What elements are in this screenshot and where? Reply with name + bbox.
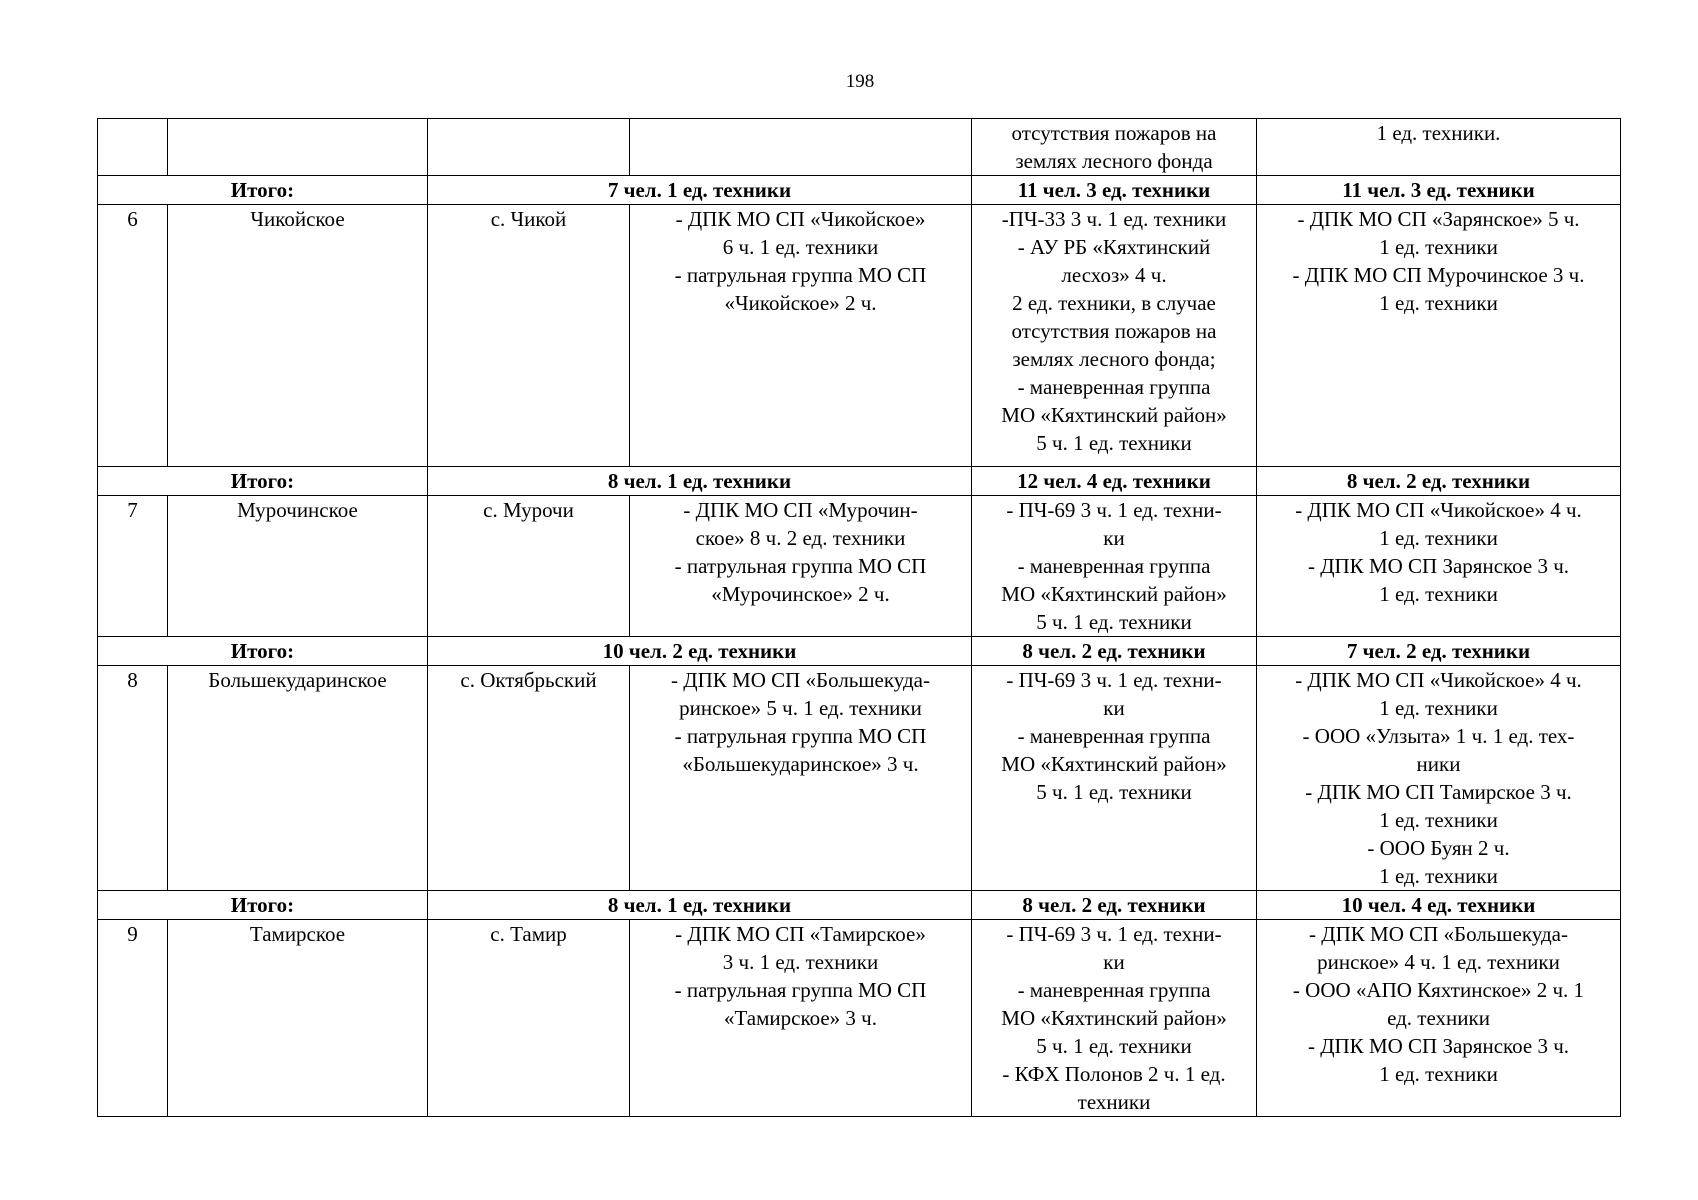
text-line: - ДПК МО СП Зарянское 3 ч.: [1307, 1034, 1570, 1058]
text-line: ед. техники: [1387, 1006, 1490, 1030]
text-line: - ДПК МО СП «Чикойское»: [675, 207, 926, 231]
text-line: 2 ед. техники, в случае: [1012, 291, 1216, 315]
text-line: - ООО «АПО Кяхтинское» 2 ч. 1: [1292, 978, 1585, 1002]
forces-table: [97, 118, 1621, 1117]
total-label: Итого:: [98, 891, 428, 920]
text-line: 1 ед. техники: [1379, 696, 1498, 720]
row-number-cell: 9: [98, 920, 168, 1117]
village-cell: [428, 119, 630, 176]
text-line: 1 ед. техники: [1379, 582, 1498, 606]
text-line: ники: [1416, 752, 1461, 776]
total-neighbor-forces: 8 чел. 2 ед. техники: [972, 637, 1257, 666]
text-line: - ДПК МО СП Зарянское 3 ч.: [1307, 554, 1570, 578]
table-row: [98, 920, 1621, 1117]
text-line: 1 ед. техники: [1379, 235, 1498, 259]
total-neighbor-forces: 12 чел. 4 ед. техники: [972, 467, 1257, 496]
neighbor-forces-cell: [972, 119, 1257, 176]
text-line: 5 ч. 1 ед. техники: [1036, 1034, 1192, 1058]
total-row: [98, 891, 1621, 920]
text-line: 3 ч. 1 ед. техники: [722, 950, 879, 974]
reserve-forces-cell: [1257, 205, 1621, 467]
reserve-forces-cell: [1257, 119, 1621, 176]
total-own-forces: 8 чел. 1 ед. техники: [428, 467, 972, 496]
table-row: [98, 205, 1621, 467]
own-forces-cell: [630, 666, 972, 891]
row-number-cell: 8: [98, 666, 168, 891]
text-line: ки: [1103, 526, 1125, 550]
text-line: 1 ед. техники: [1379, 291, 1498, 315]
total-reserve-forces: 7 чел. 2 ед. техники: [1257, 637, 1621, 666]
text-line: ринское» 4 ч. 1 ед. техники: [1317, 950, 1560, 974]
text-line: - ДПК МО СП «Большекуда-: [671, 668, 930, 692]
neighbor-forces-cell: [972, 205, 1257, 467]
text-line: МО «Кяхтинский район»: [1001, 752, 1227, 776]
text-line: - ДПК МО СП Мурочинское 3 ч.: [1292, 263, 1585, 287]
own-forces-cell: [630, 119, 972, 176]
text-line: 6 ч. 1 ед. техники: [722, 235, 879, 259]
reserve-forces-cell: [1257, 666, 1621, 891]
reserve-forces-cell: [1257, 496, 1621, 637]
total-label: Итого:: [98, 467, 428, 496]
text-line: - патрульная группа МО СП: [674, 724, 927, 748]
village-cell: с. Мурочи: [428, 496, 630, 637]
text-line: - ДПК МО СП «Большекуда-: [1309, 922, 1568, 946]
text-line: 5 ч. 1 ед. техники: [1036, 431, 1192, 455]
text-line: отсутствия пожаров на: [1011, 121, 1217, 145]
total-own-forces: 10 чел. 2 ед. техники: [428, 637, 972, 666]
settlement-cell: [168, 119, 428, 176]
text-line: - маневренная группа: [1017, 554, 1211, 578]
own-forces-cell: [630, 496, 972, 637]
total-label: Итого:: [98, 637, 428, 666]
village-cell: с. Тамир: [428, 920, 630, 1117]
text-line: - ООО Буян 2 ч.: [1367, 836, 1510, 860]
table-row: [98, 496, 1621, 637]
text-line: - ПЧ-69 3 ч. 1 ед. техни-: [1006, 498, 1222, 522]
text-line: отсутствия пожаров на: [1011, 319, 1217, 343]
text-line: 5 ч. 1 ед. техники: [1036, 780, 1192, 804]
text-line: МО «Кяхтинский район»: [1001, 403, 1227, 427]
text-line: 1 ед. техники: [1379, 864, 1498, 888]
text-line: - ДПК МО СП «Чикойское» 4 ч.: [1295, 668, 1582, 692]
text-line: МО «Кяхтинский район»: [1001, 1006, 1227, 1030]
total-reserve-forces: 8 чел. 2 ед. техники: [1257, 467, 1621, 496]
total-label: Итого:: [98, 176, 428, 205]
text-line: МО «Кяхтинский район»: [1001, 582, 1227, 606]
text-line: ское» 8 ч. 2 ед. техники: [695, 526, 906, 550]
text-line: - ДПК МО СП «Чикойское» 4 ч.: [1295, 498, 1582, 522]
text-line: - ДПК МО СП «Мурочин-: [683, 498, 918, 522]
settlement-cell: Чикойское: [168, 205, 428, 467]
continuation-row: [98, 119, 1621, 176]
village-cell: с. Октябрьский: [428, 666, 630, 891]
text-line: - ООО «Улзыта» 1 ч. 1 ед. тех-: [1302, 724, 1575, 748]
table-row: [98, 666, 1621, 891]
total-row: [98, 637, 1621, 666]
total-neighbor-forces: 8 чел. 2 ед. техники: [972, 891, 1257, 920]
text-line: -ПЧ-33 3 ч. 1 ед. техники: [1001, 207, 1227, 231]
settlement-cell: Большекударинское: [168, 666, 428, 891]
text-line: землях лесного фонда: [1015, 149, 1213, 173]
text-line: - ПЧ-69 3 ч. 1 ед. техни-: [1006, 922, 1222, 946]
text-line: лесхоз» 4 ч.: [1061, 263, 1167, 287]
total-row: [98, 176, 1621, 205]
text-line: 5 ч. 1 ед. техники: [1036, 610, 1192, 634]
text-line: «Чикойское» 2 ч.: [724, 291, 877, 315]
total-neighbor-forces: 11 чел. 3 ед. техники: [972, 176, 1257, 205]
text-line: - маневренная группа: [1017, 978, 1211, 1002]
text-line: - патрульная группа МО СП: [674, 554, 927, 578]
text-line: 1 ед. техники.: [1376, 121, 1501, 145]
page-number: 198: [845, 71, 875, 92]
text-line: 1 ед. техники: [1379, 808, 1498, 832]
text-line: 1 ед. техники: [1379, 526, 1498, 550]
village-cell: с. Чикой: [428, 205, 630, 467]
total-row: [98, 467, 1621, 496]
total-own-forces: 7 чел. 1 ед. техники: [428, 176, 972, 205]
row-number-cell: 6: [98, 205, 168, 467]
text-line: ки: [1103, 696, 1125, 720]
text-line: - ДПК МО СП «Зарянское» 5 ч.: [1297, 207, 1580, 231]
text-line: землях лесного фонда;: [1012, 347, 1216, 371]
text-line: - КФХ Полонов 2 ч. 1 ед.: [1002, 1062, 1226, 1086]
text-line: «Мурочинское» 2 ч.: [711, 582, 890, 606]
text-line: - патрульная группа МО СП: [674, 263, 927, 287]
text-line: ринское» 5 ч. 1 ед. техники: [679, 696, 922, 720]
total-reserve-forces: 10 чел. 4 ед. техники: [1257, 891, 1621, 920]
neighbor-forces-cell: [972, 496, 1257, 637]
text-line: - маневренная группа: [1017, 375, 1211, 399]
own-forces-cell: [630, 205, 972, 467]
reserve-forces-cell: [1257, 920, 1621, 1117]
text-line: 1 ед. техники: [1379, 1062, 1498, 1086]
own-forces-cell: [630, 920, 972, 1117]
total-own-forces: 8 чел. 1 ед. техники: [428, 891, 972, 920]
text-line: - АУ РБ «Кяхтинский: [1017, 235, 1211, 259]
total-reserve-forces: 11 чел. 3 ед. техники: [1257, 176, 1621, 205]
settlement-cell: Тамирское: [168, 920, 428, 1117]
text-line: - патрульная группа МО СП: [674, 978, 927, 1002]
text-line: - ДПК МО СП Тамирское 3 ч.: [1305, 780, 1572, 804]
text-line: - ДПК МО СП «Тамирское»: [675, 922, 926, 946]
row-number-cell: [98, 119, 168, 176]
neighbor-forces-cell: [972, 666, 1257, 891]
text-line: «Тамирское» 3 ч.: [724, 1006, 877, 1030]
neighbor-forces-cell: [972, 920, 1257, 1117]
row-number-cell: 7: [98, 496, 168, 637]
settlement-cell: Мурочинское: [168, 496, 428, 637]
text-line: - ПЧ-69 3 ч. 1 ед. техни-: [1006, 668, 1222, 692]
text-line: техники: [1077, 1090, 1151, 1114]
text-line: ки: [1103, 950, 1125, 974]
text-line: - маневренная группа: [1017, 724, 1211, 748]
text-line: «Большекударинское» 3 ч.: [682, 752, 919, 776]
